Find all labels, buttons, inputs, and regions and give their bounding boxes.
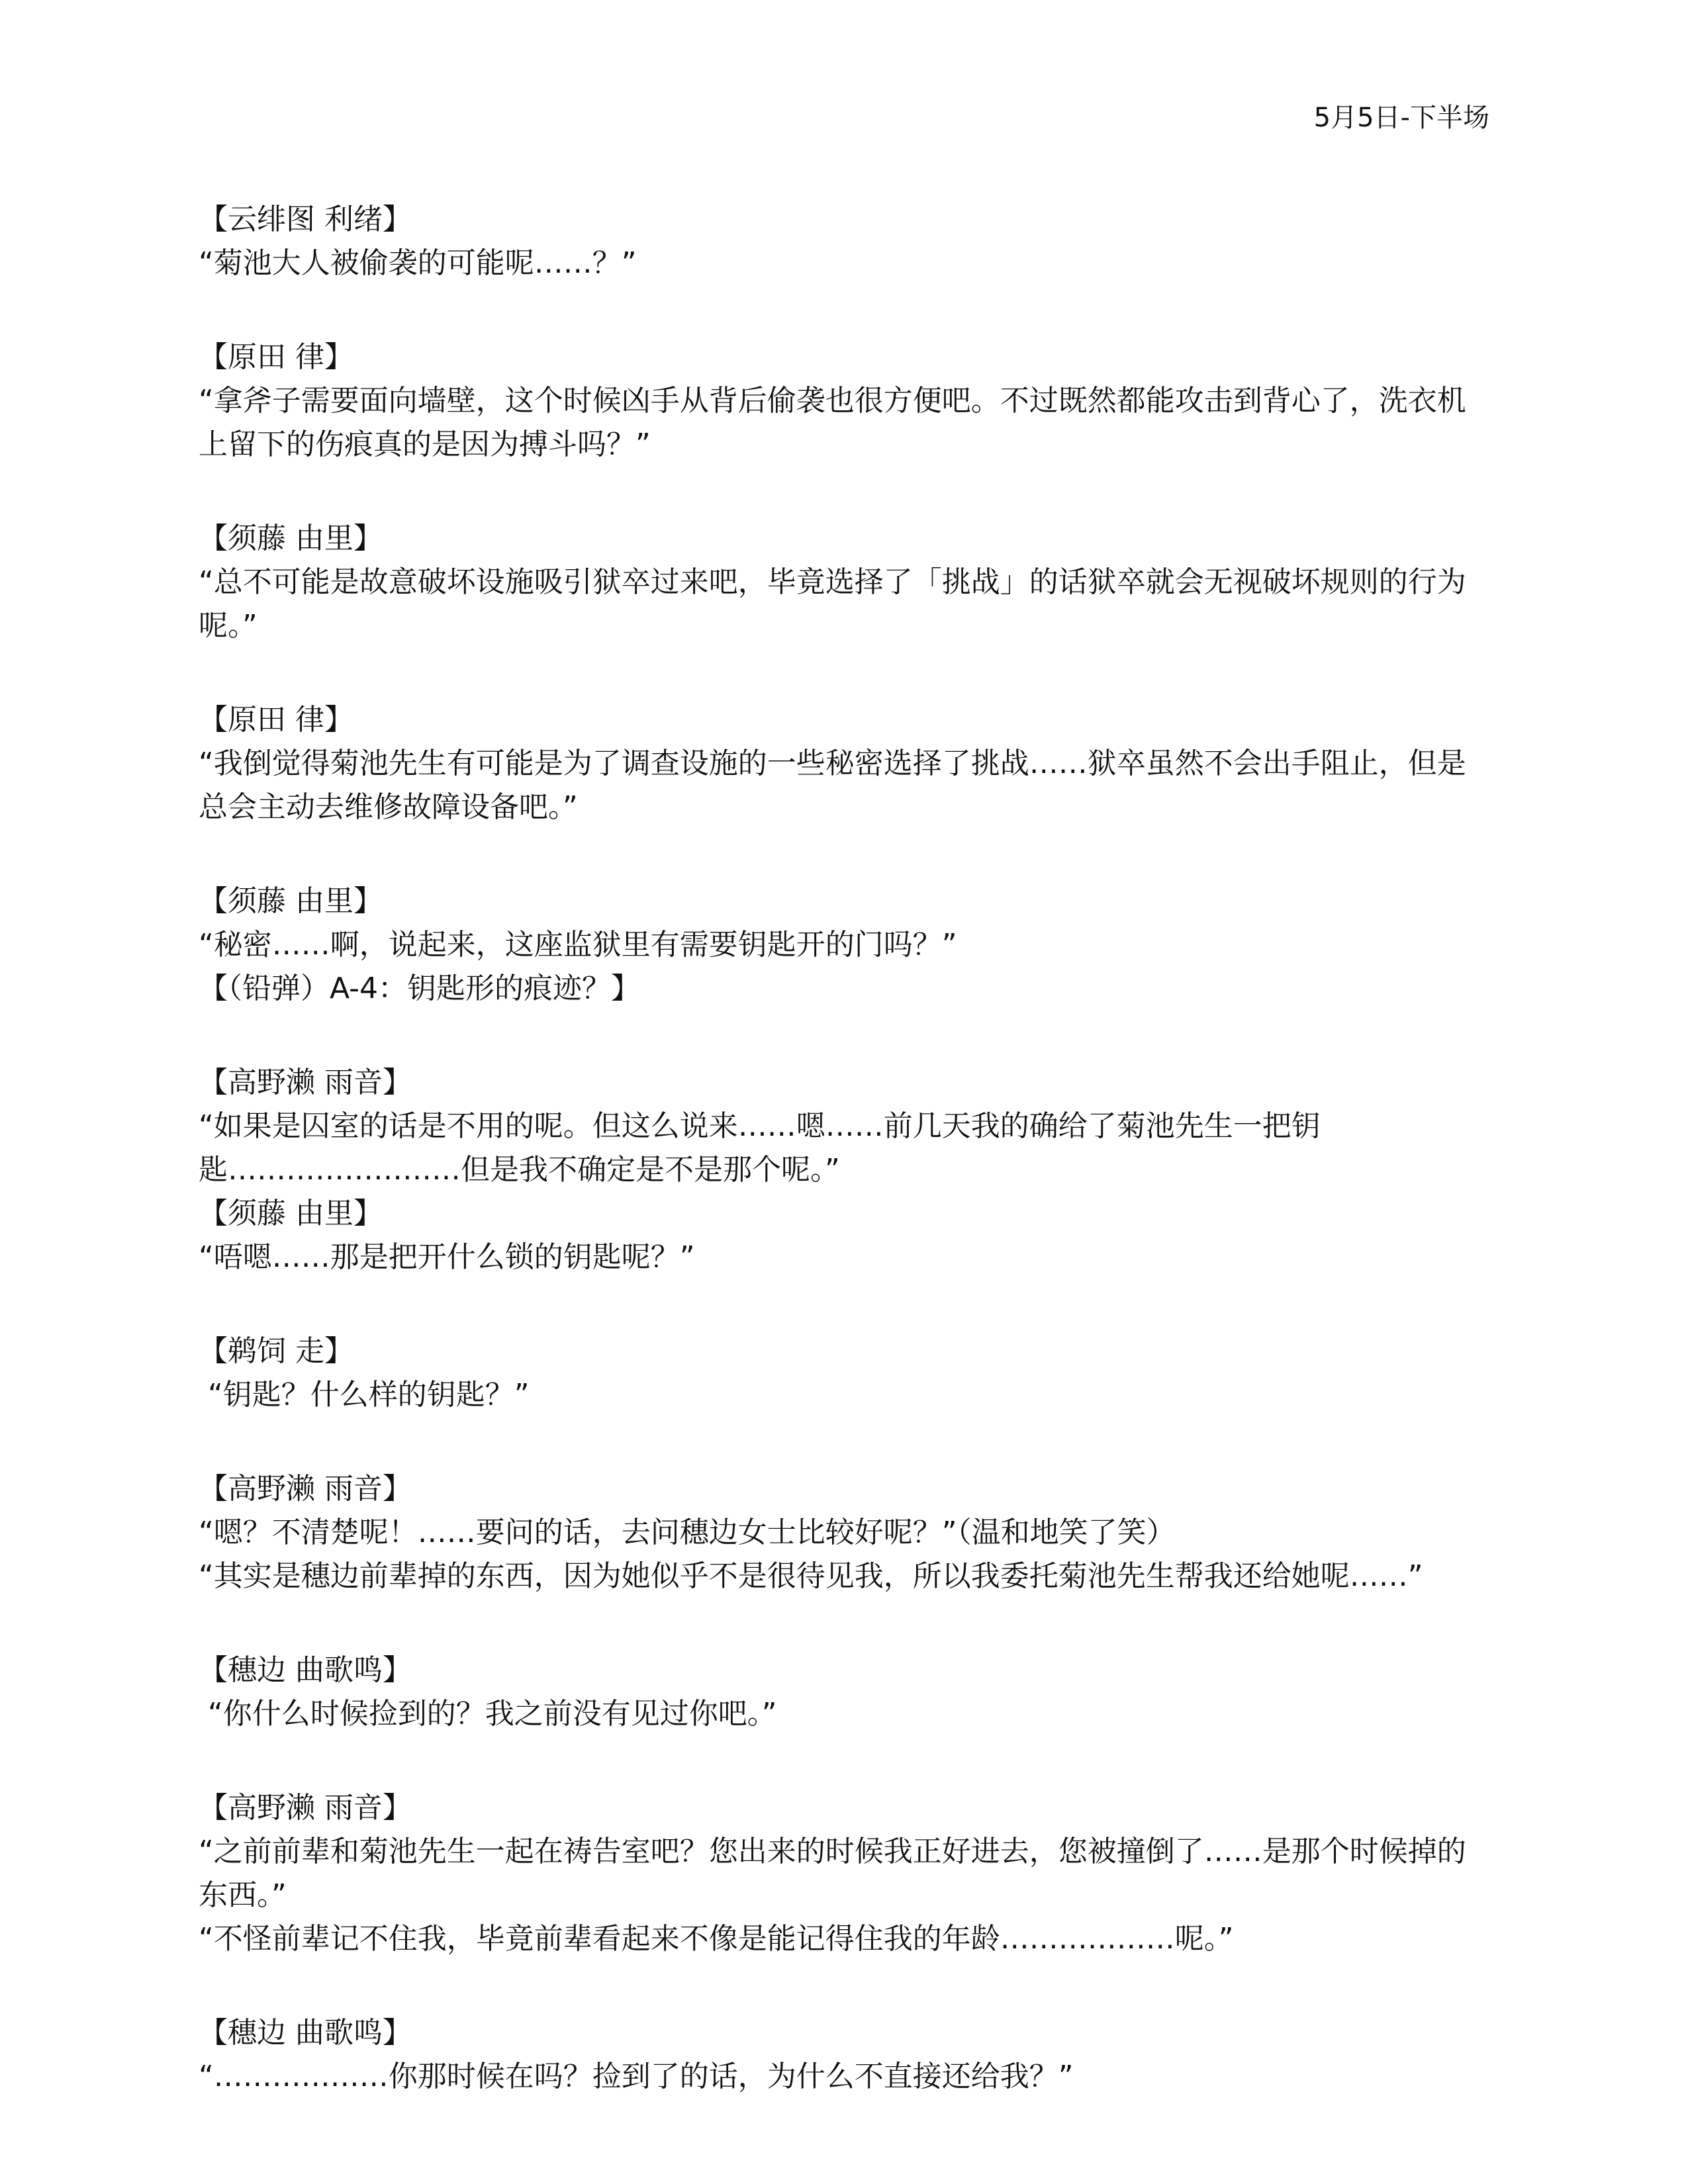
- dialogue-line: “如果是囚室的话是不用的呢。但这么说来……嗯……前几天我的确给了菊池先生一把钥: [199, 1109, 1321, 1143]
- speaker-name: 【须藤 由里】: [199, 1197, 383, 1230]
- dialogue-block: [199, 880, 1486, 1011]
- dialogue-line: “之前前辈和菊池先生一起在祷告室吧？您出来的时候我正好进去，您被撞倒了……是那个时候掉的东西。”: [199, 1835, 1466, 1912]
- dialogue-line: “钥匙？什么样的钥匙？”: [199, 1378, 530, 1412]
- dialogue-block: [199, 1649, 1486, 1736]
- dialogue-block: [199, 1061, 1486, 1192]
- dialogue-line: “唔嗯……那是把开什么锁的钥匙呢？”: [199, 1240, 695, 1274]
- dialogue-block: [199, 1786, 1486, 1961]
- speaker-name: 【鹈饲 走】: [199, 1334, 353, 1368]
- dialogue-line: “其实是穗边前辈掉的东西，因为她似乎不是很待见我，所以我委托菊池先生帮我还给她呢……”: [199, 1559, 1423, 1593]
- dialogue-line: “菊池大人被偷袭的可能呢……？”: [199, 246, 637, 280]
- speaker-name: 【高野濑 雨音】: [199, 1066, 412, 1099]
- dialogue-block: [199, 1467, 1486, 1598]
- dialogue-line: “总不可能是故意破坏设施吸引狱卒过来吧，毕竟选择了「挑战」的话狱卒就会无视破坏规则的行为呢。”: [199, 565, 1466, 643]
- dialogue-line: “秘密……啊，说起来，这座监狱里有需要钥匙开的门吗？”: [199, 928, 957, 962]
- speaker-name: 【须藤 由里】: [199, 884, 383, 918]
- dialogue-block: [199, 517, 1486, 648]
- dialogue-line: “………………你那时候在吗？捡到了的话，为什么不直接还给我？”: [199, 2060, 1074, 2093]
- speaker-name: 【高野濑 雨音】: [199, 1791, 412, 1825]
- speaker-name: 【高野濑 雨音】: [199, 1472, 412, 1506]
- speaker-name: 【须藤 由里】: [199, 522, 383, 555]
- dialogue-line: “你什么时候捡到的？我之前没有见过你吧。”: [199, 1697, 777, 1731]
- speaker-name: 【穗边 曲歌鸣】: [199, 1653, 412, 1687]
- dialogue-block: [199, 336, 1486, 467]
- speaker-name: 【原田 律】: [199, 703, 353, 737]
- dialogue-block: [199, 1330, 1486, 1417]
- dialogue-content: [199, 198, 1486, 2149]
- dialogue-line: “拿斧子需要面向墙壁，这个时候凶手从背后偷袭也很方便吧。不过既然都能攻击到背心了，洗衣机上留下的伤痕真的是因为搏斗吗？”: [199, 384, 1466, 461]
- dialogue-block: [199, 2011, 1486, 2099]
- dialogue-block: [199, 698, 1486, 829]
- dialogue-line: “不怪前辈记不住我，毕竟前辈看起来不像是能记得住我的年龄………………呢。”: [199, 1922, 1234, 1956]
- speaker-name: 【原田 律】: [199, 340, 353, 374]
- page-header-date: 5月5日-下半场: [1313, 103, 1489, 133]
- dialogue-line: “嗯？不清楚呢！……要问的话，去问穗边女士比较好呢？”（温和地笑了笑）: [199, 1516, 1176, 1549]
- dialogue-block: [199, 1192, 1486, 1279]
- speaker-name: 【穗边 曲歌鸣】: [199, 2016, 412, 2050]
- speaker-name: 【云绯图 利绪】: [199, 203, 412, 236]
- dialogue-line: “我倒觉得菊池先生有可能是为了调查设施的一些秘密选择了挑战……狱卒虽然不会出手阻止，但是总会主动去维修故障设备吧。”: [199, 747, 1466, 824]
- dialogue-block: [199, 198, 1486, 285]
- dialogue-line: 匙……………………但是我不确定是不是那个呢。”: [199, 1153, 840, 1187]
- evidence-note: 【（铅弹）A-4：钥匙形的痕迹？】: [199, 972, 641, 1005]
